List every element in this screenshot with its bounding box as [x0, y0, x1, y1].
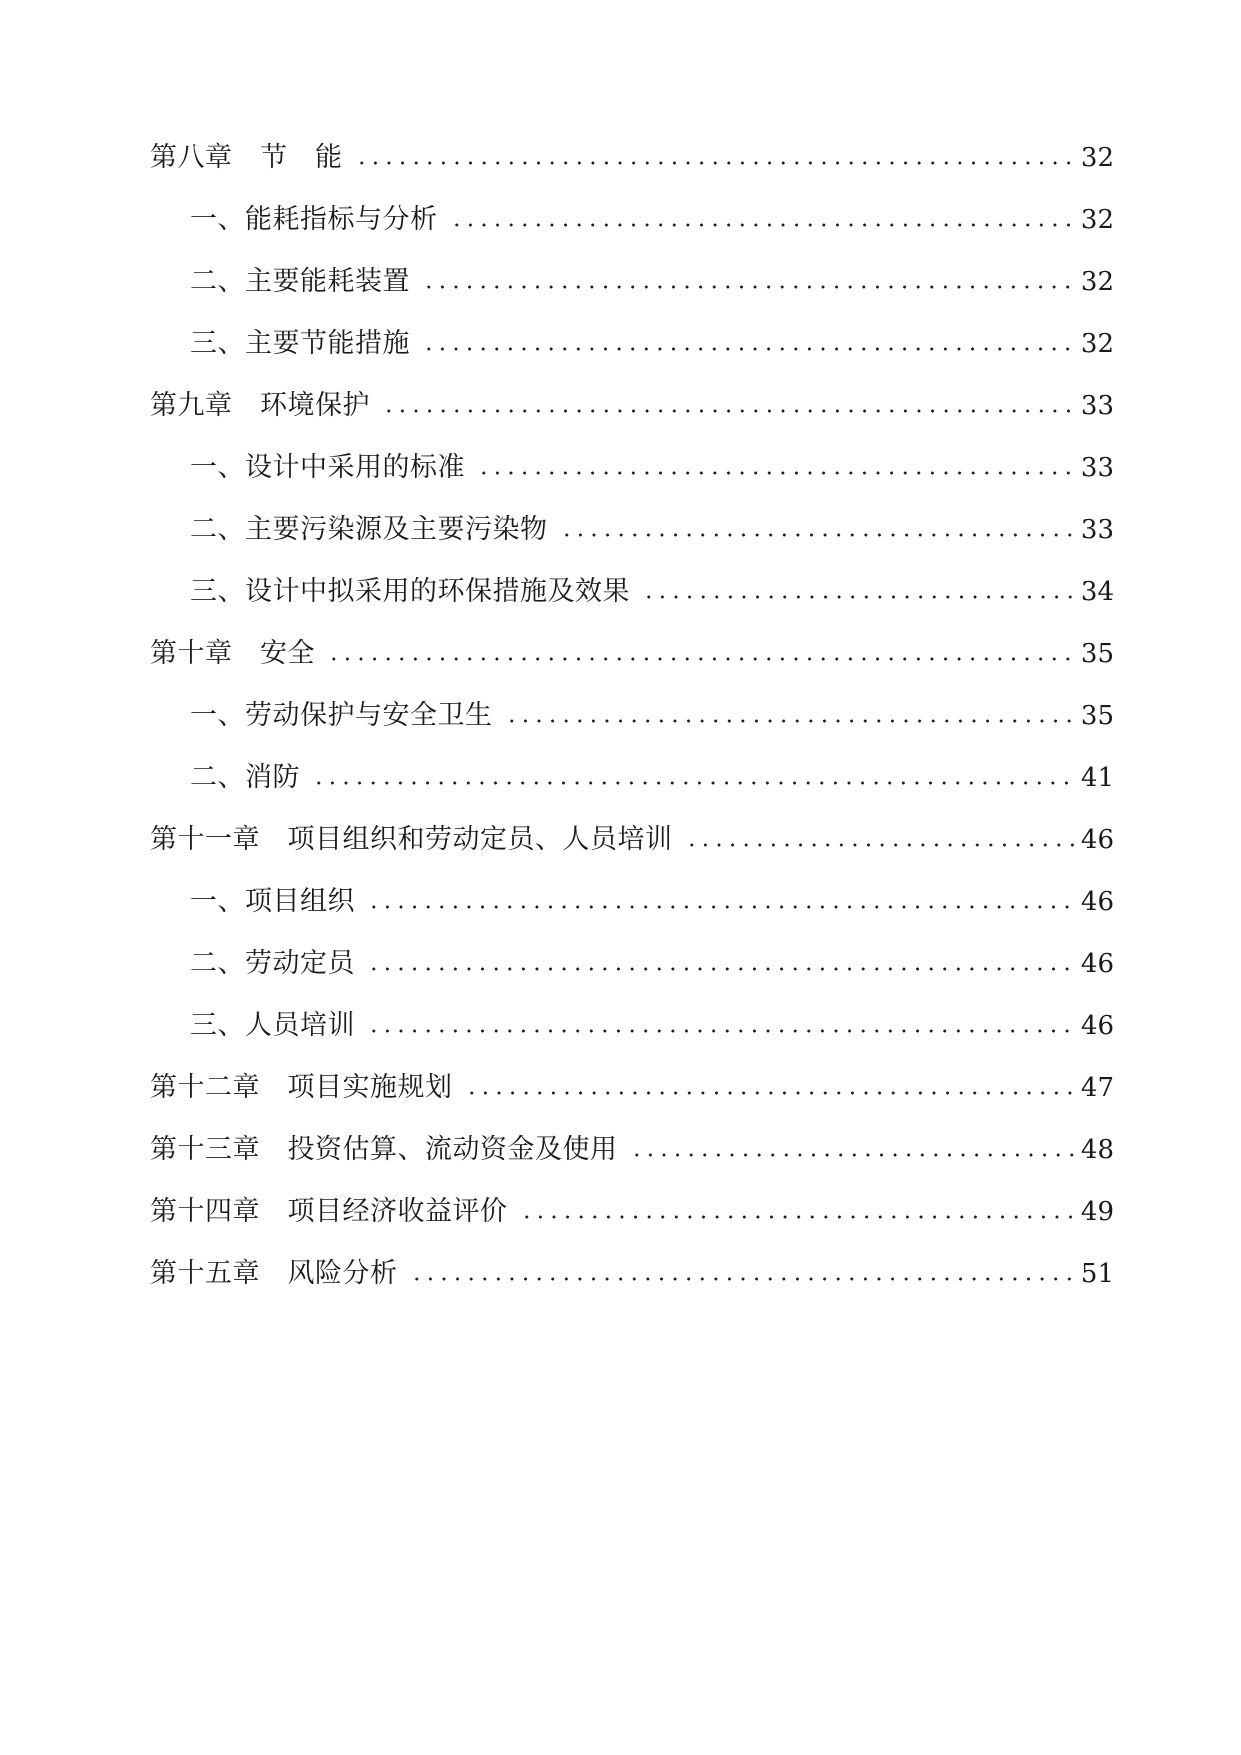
toc-page-number: 33	[1080, 515, 1114, 545]
table-of-contents	[0, 127, 1241, 1305]
toc-page-number: 41	[1080, 763, 1114, 793]
toc-page-number: 35	[1080, 639, 1114, 669]
toc-section-entry[interactable]	[0, 747, 1241, 809]
toc-chapter-entry[interactable]	[0, 375, 1241, 437]
toc-entry-title: 第九章 环境保护	[150, 390, 370, 421]
toc-entry-title: 第十三章 投资估算、流动资金及使用	[150, 1134, 618, 1165]
toc-section-entry[interactable]	[0, 871, 1241, 933]
toc-dot-leader	[410, 1277, 1075, 1281]
toc-entry-title: 第十四章 项目经济收益评价	[150, 1196, 508, 1227]
toc-entry-title: 三、设计中拟采用的环保措施及效果	[190, 576, 630, 607]
toc-page-number: 46	[1080, 1011, 1114, 1041]
toc-dot-leader	[465, 1091, 1075, 1095]
toc-page-number: 34	[1080, 577, 1114, 607]
toc-dot-leader	[505, 719, 1075, 723]
toc-page-number: 32	[1080, 143, 1114, 173]
toc-dot-leader	[422, 347, 1075, 351]
toc-section-entry[interactable]	[0, 189, 1241, 251]
toc-dot-leader	[642, 595, 1075, 599]
toc-dot-leader	[367, 905, 1075, 909]
toc-entry-title: 第十章 安全	[150, 638, 315, 669]
toc-section-entry[interactable]	[0, 995, 1241, 1057]
toc-entry-title: 一、能耗指标与分析	[190, 204, 438, 235]
toc-section-entry[interactable]	[0, 561, 1241, 623]
toc-dot-leader	[560, 533, 1075, 537]
toc-entry-title: 第八章 节 能	[150, 142, 343, 173]
toc-entry-title: 三、主要节能措施	[190, 328, 410, 359]
toc-page-number: 47	[1080, 1073, 1114, 1103]
toc-page-number: 32	[1080, 267, 1114, 297]
toc-chapter-entry[interactable]	[0, 127, 1241, 189]
toc-chapter-entry[interactable]	[0, 1119, 1241, 1181]
toc-entry-title: 第十一章 项目组织和劳动定员、人员培训	[150, 824, 673, 855]
toc-entry-title: 二、主要污染源及主要污染物	[190, 514, 548, 545]
toc-chapter-entry[interactable]	[0, 1181, 1241, 1243]
toc-chapter-entry[interactable]	[0, 1243, 1241, 1305]
toc-entry-title: 二、消防	[190, 762, 300, 793]
toc-entry-title: 二、主要能耗装置	[190, 266, 410, 297]
toc-entry-title: 第十二章 项目实施规划	[150, 1072, 453, 1103]
toc-page-number: 48	[1080, 1135, 1114, 1165]
toc-section-entry[interactable]	[0, 313, 1241, 375]
toc-entry-title: 一、设计中采用的标准	[190, 452, 465, 483]
toc-dot-leader	[327, 657, 1075, 661]
toc-page-number: 46	[1080, 887, 1114, 917]
toc-dot-leader	[355, 161, 1075, 165]
toc-page-number: 35	[1080, 701, 1114, 731]
toc-entry-title: 三、人员培训	[190, 1010, 355, 1041]
toc-chapter-entry[interactable]	[0, 1057, 1241, 1119]
toc-chapter-entry[interactable]	[0, 809, 1241, 871]
toc-page-number: 46	[1080, 949, 1114, 979]
toc-dot-leader	[450, 223, 1075, 227]
toc-page-number: 46	[1080, 825, 1114, 855]
toc-entry-title: 第十五章 风险分析	[150, 1258, 398, 1289]
toc-section-entry[interactable]	[0, 499, 1241, 561]
toc-page-number: 32	[1080, 329, 1114, 359]
toc-entry-title: 一、项目组织	[190, 886, 355, 917]
toc-dot-leader	[422, 285, 1075, 289]
toc-dot-leader	[382, 409, 1075, 413]
toc-page-number: 33	[1080, 391, 1114, 421]
toc-dot-leader	[630, 1153, 1075, 1157]
toc-dot-leader	[477, 471, 1075, 475]
toc-dot-leader	[367, 967, 1075, 971]
toc-section-entry[interactable]	[0, 685, 1241, 747]
toc-section-entry[interactable]	[0, 933, 1241, 995]
toc-page-number: 33	[1080, 453, 1114, 483]
toc-dot-leader	[685, 843, 1075, 847]
toc-section-entry[interactable]	[0, 251, 1241, 313]
toc-page-number: 32	[1080, 205, 1114, 235]
toc-page-number: 49	[1080, 1197, 1114, 1227]
toc-chapter-entry[interactable]	[0, 623, 1241, 685]
toc-section-entry[interactable]	[0, 437, 1241, 499]
toc-dot-leader	[367, 1029, 1075, 1033]
toc-entry-title: 二、劳动定员	[190, 948, 355, 979]
toc-page-number: 51	[1080, 1259, 1114, 1289]
toc-dot-leader	[520, 1215, 1075, 1219]
toc-entry-title: 一、劳动保护与安全卫生	[190, 700, 493, 731]
toc-dot-leader	[312, 781, 1075, 785]
